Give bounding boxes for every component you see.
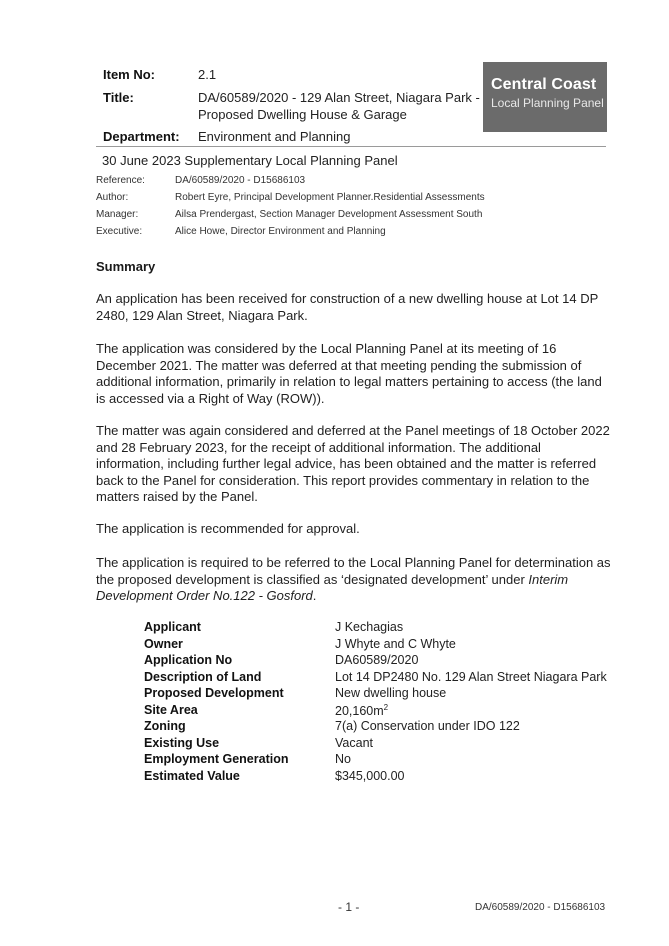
title-line-1: DA/60589/2020 - 129 Alan Street, Niagara Park - — [198, 90, 480, 105]
detail-key: Application No — [144, 653, 233, 667]
meta-key: Reference: — [96, 175, 145, 186]
detail-value: New dwelling house — [335, 686, 447, 700]
detail-key: Site Area — [144, 703, 198, 717]
detail-value: DA60589/2020 — [335, 653, 419, 667]
detail-key: Zoning — [144, 719, 186, 733]
logo-title: Central Coast — [491, 76, 597, 93]
meta-key: Author: — [96, 192, 129, 203]
meta-value: DA/60589/2020 - D15686103 — [175, 175, 306, 186]
detail-value: Vacant — [335, 736, 373, 750]
detail-value: 7(a) Conservation under IDO 122 — [335, 719, 520, 733]
summary-paragraph: The matter was again considered and deferred at the Panel meetings of 18 October 2022 and 28 February 2023, for the receipt of additional information. The additional information, including further legal advice, has been obtained and the matter is referred back to the Panel for consideration. This report provides commentary in relation to the matters raised by the Panel. — [96, 423, 610, 504]
title-line-2: Proposed Dwelling House & Garage — [198, 107, 407, 122]
detail-key: Applicant — [144, 620, 201, 634]
detail-value: Lot 14 DP2480 No. 129 Alan Street Niagara Park — [335, 670, 607, 684]
meta-value: Alice Howe, Director Environment and Planning — [175, 226, 386, 237]
central-coast-logo — [483, 62, 607, 132]
site-area-sup: 2 — [383, 703, 389, 712]
item-no-label: Item No: — [103, 67, 155, 82]
detail-value: J Whyte and C Whyte — [335, 637, 456, 651]
paragraph-italic: Interim Development Order No.122 - Gosford — [96, 571, 569, 603]
department-value: Environment and Planning — [198, 129, 351, 144]
detail-key: Existing Use — [144, 736, 220, 750]
meta-value: Robert Eyre, Principal Development Planner.Residential Assessments — [175, 192, 485, 203]
page-number: - 1 - — [338, 900, 360, 914]
detail-value — [335, 703, 388, 718]
detail-key: Proposed Development — [144, 686, 284, 700]
footer-reference: DA/60589/2020 - D15686103 — [475, 902, 606, 913]
summary-paragraph — [96, 555, 611, 605]
summary-paragraph: An application has been received for construction of a new dwelling house at Lot 14 DP 2480, 129 Alan Street, Niagara Park. — [96, 291, 599, 323]
detail-value: $345,000.00 — [335, 769, 405, 783]
meeting-title: 30 June 2023 Supplementary Local Planning Panel — [102, 153, 398, 168]
meta-value: Ailsa Prendergast, Section Manager Development Assessment South — [175, 209, 483, 220]
site-area-value: 20,160m — [335, 704, 384, 719]
paragraph-end: . — [312, 588, 317, 603]
paragraph-text: The application is required to be referred to the Local Planning Panel for determination as the proposed development is classified as ‘designated development’ under — [96, 555, 611, 587]
detail-key: Description of Land — [144, 670, 262, 684]
meta-key: Manager: — [96, 209, 139, 220]
logo-subtitle: Local Planning Panel — [491, 96, 604, 110]
detail-key: Estimated Value — [144, 769, 240, 783]
title-label: Title: — [103, 90, 134, 105]
detail-value: J Kechagias — [335, 620, 404, 634]
summary-paragraph: The application is recommended for approval. — [96, 521, 360, 536]
summary-heading: Summary — [96, 259, 156, 274]
detail-key: Owner — [144, 637, 183, 651]
department-label: Department: — [103, 129, 180, 144]
meta-key: Executive: — [96, 226, 143, 237]
item-no-value: 2.1 — [198, 67, 217, 82]
summary-paragraph: The application was considered by the Local Planning Panel at its meeting of 16 December 2021. The matter was deferred at that meeting pending the submission of additional information, primarily in relation to legal matters pertaining to access (the land is accessed via a Right of Way (ROW)). — [96, 341, 602, 406]
detail-key: Employment Generation — [144, 752, 289, 766]
header-divider — [96, 146, 606, 147]
detail-value: No — [335, 752, 351, 766]
